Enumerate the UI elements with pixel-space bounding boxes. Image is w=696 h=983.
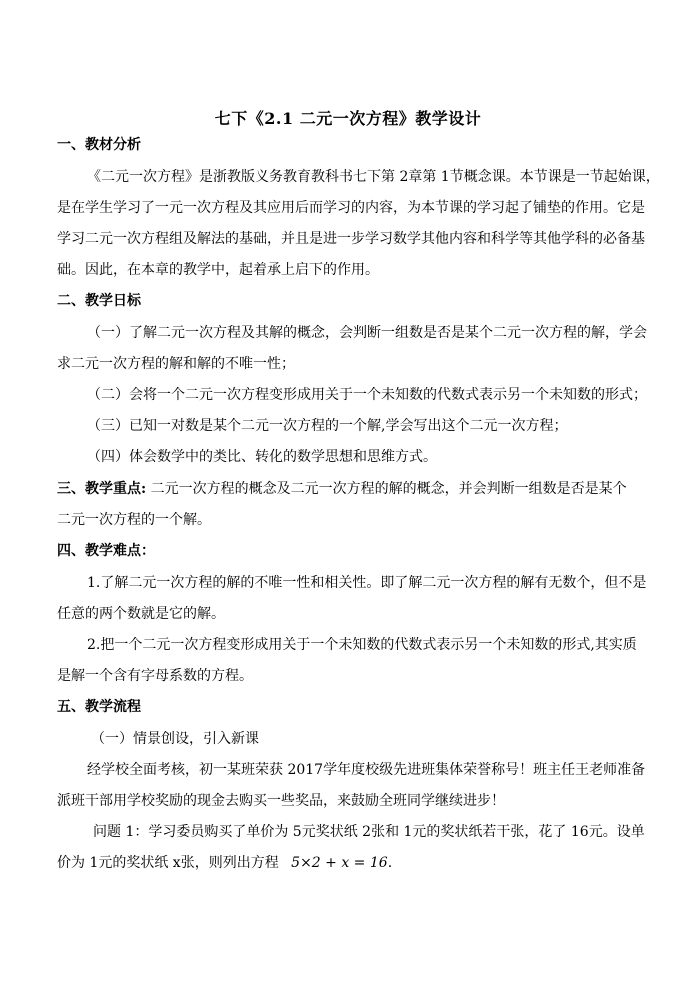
section-3-heading: 三、教学重点: [57, 481, 147, 497]
section-3 [57, 474, 647, 536]
section-2-goals [57, 318, 647, 473]
subsection-1-heading: （一）情景创设，引入新课 [91, 731, 259, 747]
section-3-text-b: 二元一次方程的一个解。 [57, 512, 211, 528]
section-1-paragraph [57, 162, 660, 286]
equation: 5×2 + x = 16 [291, 855, 388, 871]
difficulty-2-line-a: 2.把一个二元一次方程变形成用关于一个未知数的代数式表示另一个未知数的形式,其实质 [87, 637, 637, 653]
question-1-text-b: 价为 1元的奖状纸 x张，则列出方程 [57, 855, 279, 871]
scenario-line-a: 经学校全面考核，初一某班荣获 2017学年度校级先进班集体荣誉称号！班主任王老师准备 [87, 762, 646, 778]
question-1-line-a: 问题 1：学习委员购买了单价为 5元奖状纸 2张和 1元的奖状纸若干张，花了 16元。设单 [93, 824, 645, 840]
goal-2: （二）会将一个二元一次方程变形成用关于一个未知数的代数式表示另一个未知数的形式； [87, 387, 647, 403]
section-4-difficulties [57, 568, 647, 692]
section-5-heading: 五、教学流程 [57, 699, 141, 715]
goal-1-line-b: 求二元一次方程的解和解的不唯一性； [57, 356, 295, 372]
difficulty-1-line-a: 1.了解二元一次方程的解的不唯一性和相关性。即了解二元一次方程的解有无数个，但不是 [87, 575, 647, 591]
section-4-heading: 四、教学难点： [57, 543, 155, 559]
section-3-line-a [57, 474, 647, 505]
paragraph-line: 础。因此，在本章的教学中，起着承上启下的作用。 [57, 262, 379, 278]
document-title: 七下《2.1 二元一次方程》教学设计 [214, 109, 482, 128]
section-1-heading: 一、教材分析 [57, 137, 141, 153]
section-5-body [57, 724, 647, 879]
paragraph-line: 《二元一次方程》是浙教版义务教育教科书七下第 2章第 1节概念课。本节课是一节起始课， [87, 169, 660, 185]
difficulty-1-line-b: 任意的两个数就是它的解。 [57, 606, 225, 622]
goal-3: （三）已知一对数是某个二元一次方程的一个解,学会写出这个二元一次方程； [87, 418, 568, 434]
section-3-text-a: 二元一次方程的概念及二元一次方程的解的概念，并会判断一组数是否是某个 [146, 481, 627, 497]
paragraph-line: 是在学生学习了一元一次方程及其应用后而学习的内容，为本节课的学习起了铺垫的作用。它是 [57, 200, 645, 216]
goal-4: （四）体会数学中的类比、转化的数学思想和思维方式。 [87, 449, 437, 465]
equation-end: . [387, 855, 393, 871]
section-2-heading: 二、教学日标 [57, 293, 141, 309]
goal-1-line-a: （一）了解二元一次方程及其解的概念，会判断一组数是否是某个二元一次方程的解，学会 [87, 325, 647, 341]
scenario-line-b: 派班干部用学校奖励的现金去购买一些奖品，来鼓励全班同学继续进步！ [57, 793, 505, 809]
difficulty-2-line-b: 是解一个含有字母系数的方程。 [57, 668, 253, 684]
question-1-line-b [57, 848, 647, 879]
paragraph-line: 学习二元一次方程组及解法的基础，并且是进一步学习数学其他内容和科学等其他学科的必备基 [57, 231, 645, 247]
